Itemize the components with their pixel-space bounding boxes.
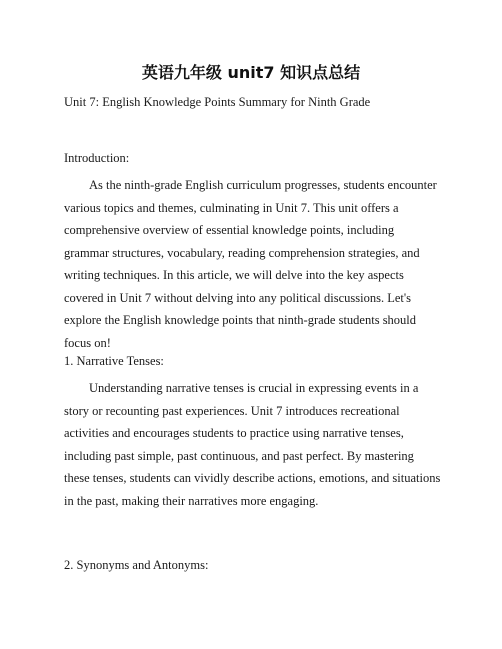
document-subtitle: Unit 7: English Knowledge Points Summary for Ninth Grade <box>64 95 371 109</box>
document-title: 英语九年级 unit7 知识点总结 <box>141 63 361 82</box>
section-paragraph-narrative-tenses: Understanding narrative tenses is crucial in expressing events in a story or recounting past experiences. Unit 7 introduces recreational activities and encourages students to practice using narrative tenses, including past simple, past continuous, and past perfect. By mastering these tenses, students can vividly describe actions, emotions, and situations in the past, making their narratives more engaging. <box>64 381 441 508</box>
section-heading-narrative-tenses: 1. Narrative Tenses: <box>64 354 164 368</box>
section-heading-synonyms-antonyms: 2. Synonyms and Antonyms: <box>64 558 209 572</box>
introduction-paragraph: As the ninth-grade English curriculum progresses, students encounter various topics and themes, culminating in Unit 7. This unit offers a comprehensive overview of essential knowledge points, including grammar structures, vocabulary, reading comprehension strategies, and writing techniques. In this article, we will delve into the key aspects covered in Unit 7 without delving into any political discussions. Let's explore the English knowledge points that ninth-grade students should focus on! <box>64 178 437 350</box>
introduction-heading: Introduction: <box>64 151 130 165</box>
